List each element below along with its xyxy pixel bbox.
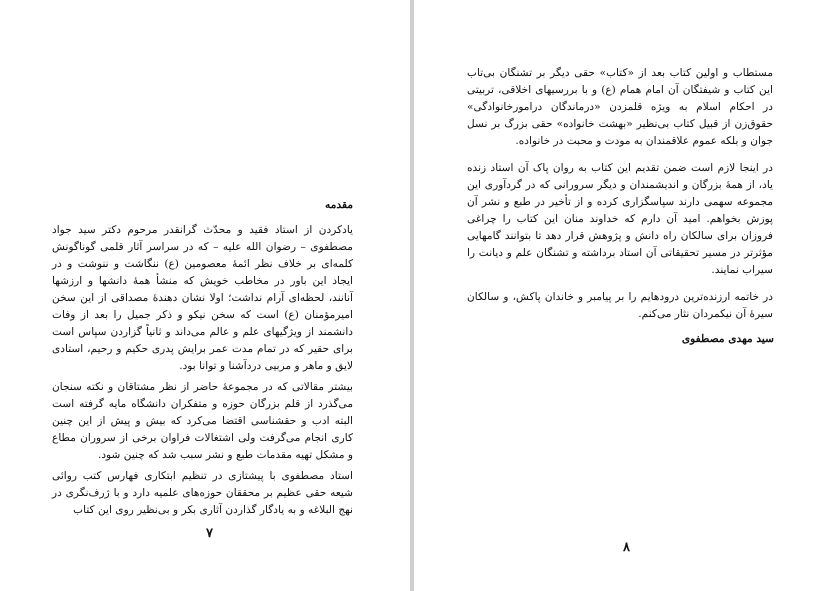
paragraph: استاد مصطفوی با پیشتازی در تنظیم ابتکاری فهارس کتب روائی شیعه حقی عظیم بر محققان حوزه‌های علمیه دارد و با ژرف‌نگری در نهج البلاغه و به یادگار گذاردن آثاری بکر و بی‌نظیر روی این کتاب [52,470,353,516]
page-number: ۸ [623,540,630,555]
paragraph: مستطاب و اولین کتاب بعد از «کتاب» حقی دیگر بر تشنگان بی‌تاب این کتاب و شیفتگان آن امام همام (ع) و با بررسیهای اخلاقی، تربیتی در احکام اسلام به ویژه قلمزدن «درماندگان درامورخانوادگی» حقوق‌زن از قبیل کتاب بی‌نظیر «بهشت خانواده» حقی بزرگ بر نسل جوان و بلکه عموم علاقمندان به مودت و محبت در خانواده. [467,67,773,147]
page-number: ۷ [206,526,213,541]
right-page [414,0,827,591]
paragraph: بیشتر مقالاتی که در مجموعهٔ حاضر از نظر مشتاقان و نکته سنجان می‌گذرد از قلم بزرگان حوزه و متفکران دانشگاه مایه گرفته است البته ادب و حقشناسی اقتضا می‌کرد که بیش و پیش از این چنین کاری انجام می‌گرفت ولی اشتغالات فراوان برخی از سروران مطاع و مشکل تهیه مقدمات طبع و نشر سبب شد که چنین شود. [52,381,353,461]
left-page-text [52,197,353,519]
paragraph: یادکردن از استاد فقید و محدّث گرانقدر مرحوم دکتر سید جواد مصطفوی – رضوان الله علیه – که در سراسر آثار قلمی گوناگونش کلمه‌ای بر خلاف نظر ائمهٔ معصومین (ع) ننگاشت و ننوشت و در ایجاد این باور در مخاطب خویش که منشأ همهٔ دانشها و ارزشها آنانند، لحظه‌ای آرام نداشت؛ اولا نشان دهندهٔ مصداقی از این سخن امیرمؤمنان (ع) است که سخن نیکو و ذکر جمیل را بعد از وفات دانشمند از ویژگیهای علم و عالم می‌داند و ثانیاً گزاردن سپاس است برای حقیر که در تمام مدت عمر برایش پدری حکیم و رحیم، استادی لایق و ماهر و مربیی دردآشنا و توانا بود. [52,224,353,372]
paragraph: در خاتمه ارزنده‌ترین درودهایم را بر پیامبر و خاندان پاکش، و سالکان سیرهٔ آن نیکمردان نثار می‌کنم. [467,291,773,320]
left-page [0,0,410,591]
author-signature: سید مهدی مصطفوی [681,333,774,345]
section-heading: مقدمه [325,199,353,211]
paragraph: در اینجا لازم است ضمن تقدیم این کتاب به روان پاک آن استاد زنده یاد، از همهٔ بزرگان و اندیشمندان و دیگر سرورانی که در گردآوری این مجموعه سهمی دارند سپاسگزاری کرده و از تأخیر در طبع و نشر آن پوزش بخواهم. امید آن دارم که خداوند منان این کتاب را چراغی فروزان برای سالکان راه دانش و پژوهش قرار دهد تا بتوانند گامهایی مؤثرتر در مسیر تحقیقاتی آن استاد برداشته و تشنگان علم و دیانت را سیراب نمایند. [467,162,773,276]
right-page-text [467,65,773,323]
